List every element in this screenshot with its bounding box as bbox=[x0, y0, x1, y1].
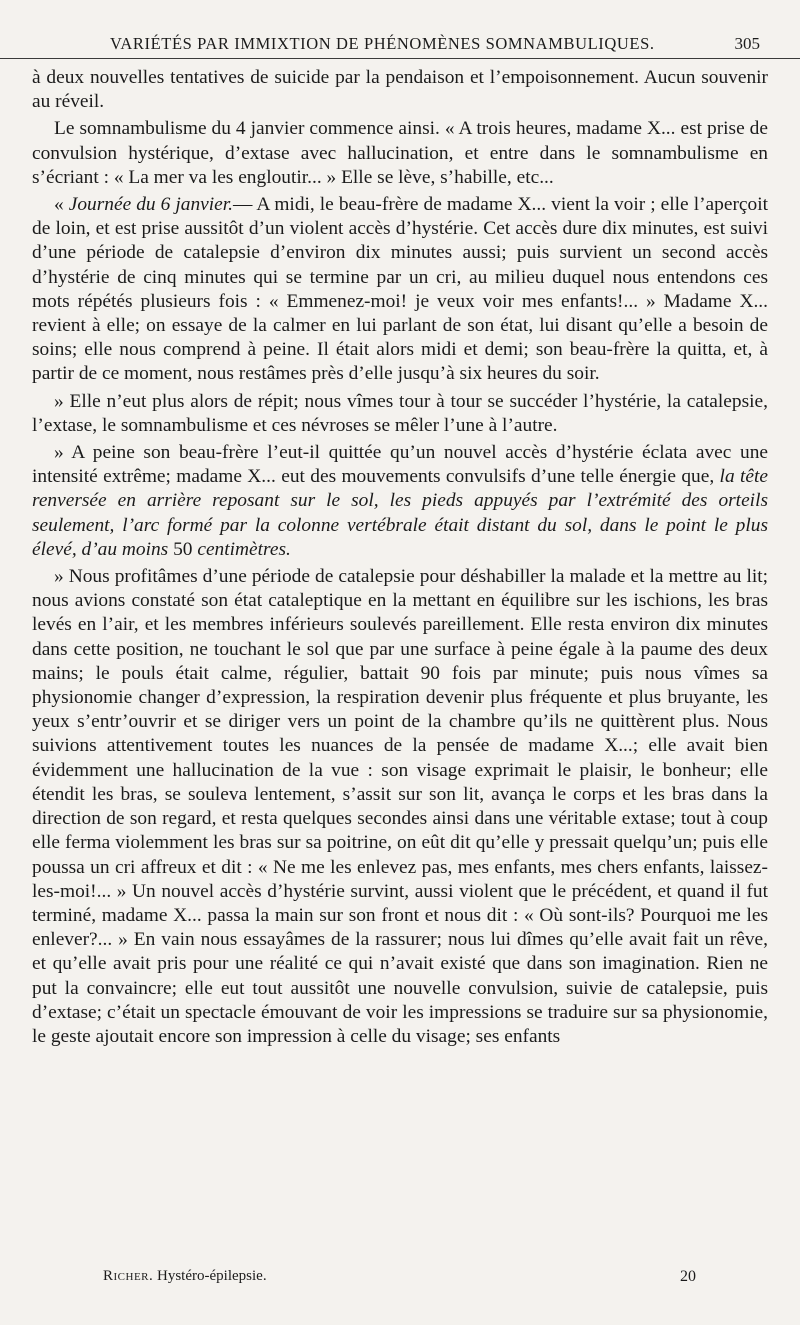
body-text bbox=[32, 66, 768, 1052]
page-footer bbox=[0, 1268, 800, 1292]
paragraph-5-text: » A peine son beau-frère l’eut-il quittée qu’un nouvel accès d’hystérie éclata avec une intensité extrême; madame X... eut des mouvements convulsifs d’une telle énergie que, bbox=[32, 442, 768, 488]
footer-author: Richer. bbox=[103, 1268, 154, 1284]
paragraph-4 bbox=[32, 390, 768, 438]
paragraph-5 bbox=[32, 441, 768, 562]
paragraph-3-text: — A midi, le beau-frère de madame X... vient la voir ; elle l’aperçoit de loin, et est prise aussitôt d’un violent accès d’hystérie. Cet accès dure dix minutes, est suivi d’une période de catalepsie d’environ dix minutes aussi; puis survient un second accès d’hystérie de cinq minutes qui se termine par un cri, au milieu duquel nous entendons ces mots répétés plusieurs fois : « Emmenez-moi! je veux voir mes enfants!... » Madame X... revient à elle; on essaye de la calmer en lui parlant de son état, lui disant qu’elle a besoin de soins; elle nous comprend à peine. Il était alors midi et demi; son beau-frère la quitta, et, à partir de ce moment, nous restâmes près d’elle jusqu’à six heures du soir. bbox=[32, 194, 768, 385]
paragraph-5-italic-passage: la tête renversée en arrière reposant sur le sol, les pieds appuyés par l’extrémité des orteils seulement, l’arc formé par la colonne vertébrale était distant du sol, dans le point le plus élevé, d’au moins bbox=[32, 466, 768, 560]
footer-citation bbox=[103, 1268, 267, 1285]
footer-work: Hystéro-épilepsie. bbox=[157, 1268, 267, 1284]
paragraph-1-text: à deux nouvelles tentatives de suicide par la pendaison et l’empoisonnement. Aucun souvenir au réveil. bbox=[32, 67, 768, 113]
paragraph-4-text: » Elle n’eut plus alors de répit; nous vîmes tour à tour se succéder l’hystérie, la catalepsie, l’extase, le somnambulisme et ces névroses se mêler l’une à l’autre. bbox=[32, 390, 768, 436]
paragraph-5-number: 50 bbox=[168, 538, 193, 560]
paragraph-3 bbox=[32, 193, 768, 387]
paragraph-3-date-heading: Journée du 6 janvier. bbox=[68, 194, 234, 216]
paragraph-3-prefix: « bbox=[54, 194, 69, 216]
running-header bbox=[0, 30, 800, 59]
signature-mark: 20 bbox=[680, 1268, 696, 1285]
paragraph-6 bbox=[32, 565, 768, 1049]
running-title: VARIÉTÉS PAR IMMIXTION DE PHÉNOMÈNES SOMNAMBULIQUES. bbox=[110, 34, 655, 53]
paragraph-2-text: Le somnambulisme du 4 janvier commence ainsi. « A trois heures, madame X... est prise de convulsion hystérique, d’extase avec hallucination, et entre dans le somnambulisme en s’écriant : « La mer va les engloutir... » Elle se lève, s’habille, etc... bbox=[32, 118, 768, 188]
paragraph-6-text: » Nous profitâmes d’une période de catalepsie pour déshabiller la malade et la mettre au lit; nous avions constaté son état cataleptique en la mettant en équilibre sur les ischions, les bras levés en l’air, et les membres inférieurs soulevés pareillement. Elle resta environ dix minutes dans cette position, ne touchant le sol que par une surface à peine égale à la paume des deux mains; le pouls était calme, régulier, battait 90 fois par minute; puis nous vîmes sa physionomie changer d’expression, la respiration devenir plus fréquente et plus bruyante, les yeux s’entr’ouvrir et se diriger vers un point de la chambre qu’ils ne quittèrent plus. Nous suivions attentivement toutes les nuances de la pensée de madame X...; elle avait bien évidemment une hallucination de la vue : son visage exprimait le plaisir, le bonheur; elle étendit les bras, se souleva lentement, s’assit sur son lit, avança le corps et les bras dans la direction de son regard, et resta quelques secondes ainsi dans une véritable extase; tout à coup elle ferma violemment les bras sur sa poitrine, on eût dit qu’elle y pressait quelqu’un; puis elle poussa un cri affreux et dit : « Ne me les enlevez pas, mes enfants, mes chers enfants, laissez-les-moi!... » Un nouvel accès d’hystérie survint, aussi violent que le précédent, et quand il fut terminé, madame X... passa la main sur son front et nous dit : « Où sont-ils? Pourquoi me les enlever?... » En vain nous essayâmes de la rassurer; nous lui dîmes qu’elle avait fait un rêve, et qu’elle avait pris pour une réalité ce qui n’avait existé que dans son imagination. Rien ne put la convaincre; elle eut tout aussitôt une nouvelle convulsion, suivie de catalepsie, puis d’extase; c’était un spectacle émouvant de voir les impressions se traduire sur sa physionomie, le geste ajoutait encore son impression à celle du visage; ses enfants bbox=[32, 566, 768, 1047]
page-number: 305 bbox=[734, 34, 760, 53]
paragraph-2 bbox=[32, 117, 768, 190]
paragraph-5-italic-unit: centimètres. bbox=[192, 538, 291, 560]
paragraph-1 bbox=[32, 66, 768, 114]
